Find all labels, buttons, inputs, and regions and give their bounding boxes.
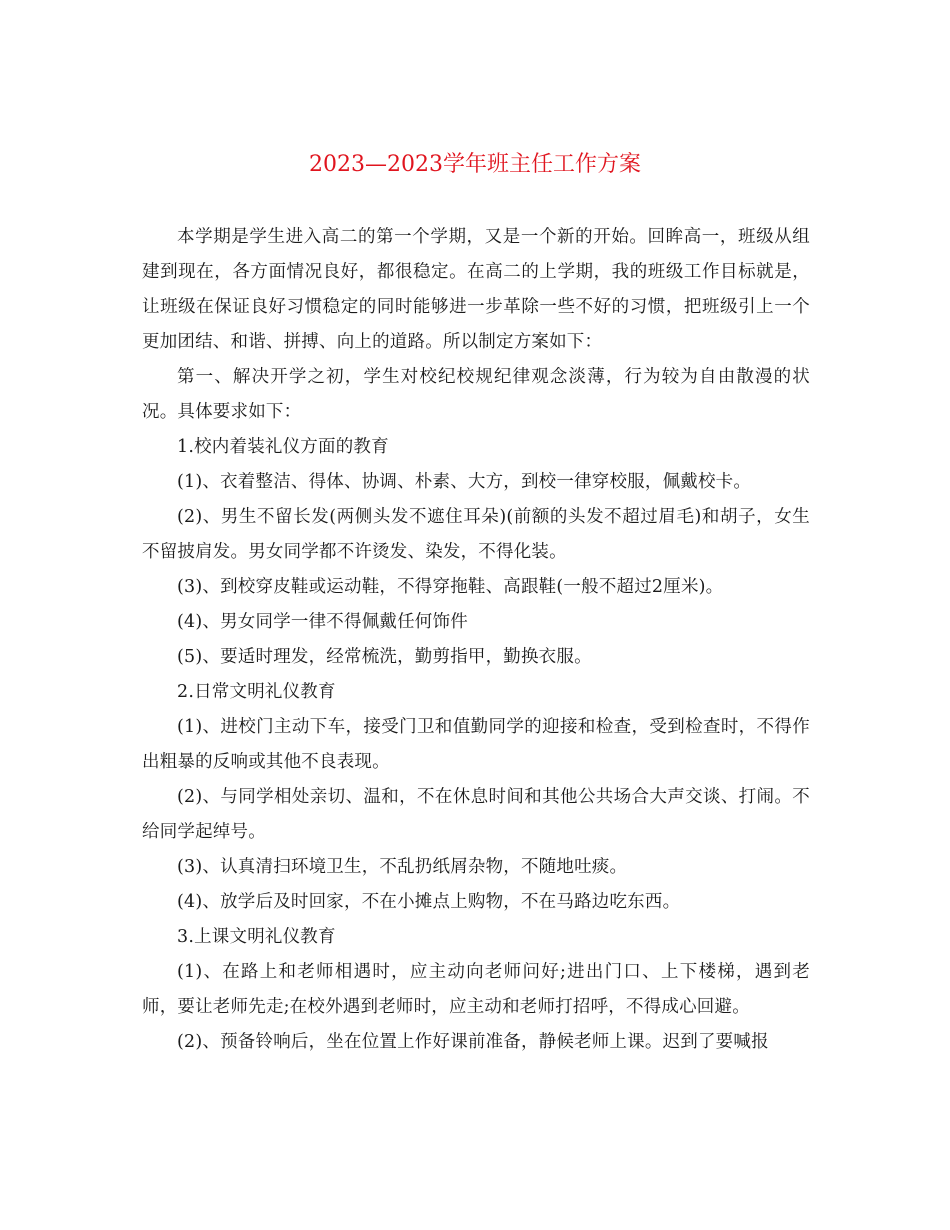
heading-class-etiquette: 3.上课文明礼仪教育 [177,927,336,947]
list-item: (3)、认真清扫环境卫生，不乱扔纸屑杂物，不随地吐痰。 [177,857,628,877]
list-item: (3)、到校穿皮鞋或运动鞋，不得穿拖鞋、高跟鞋(一般不超过2厘米)。 [177,577,724,597]
list-item: (5)、要适时理发，经常梳洗，勤剪指甲，勤换衣服。 [177,647,592,667]
list-item: (4)、放学后及时回家，不在小摊点上购物，不在马路边吃东西。 [177,892,681,912]
list-item: (1)、在路上和老师相遇时，应主动向老师问好;进出门口、上下楼梯，遇到老师，要让老师先走;在校外遇到老师时，应主动和老师打招呼，不得成心回避。 [142,962,810,1017]
list-item: (1)、进校门主动下车，接受门卫和值勤同学的迎接和检查，受到检查时，不得作出粗暴的反响或其他不良表现。 [142,717,810,772]
paragraph-intro: 本学期是学生进入高二的第一个学期，又是一个新的开始。回眸高一，班级从组建到现在，各方面情况良好，都很稳定。在高二的上学期，我的班级工作目标就是，让班级在保证良好习惯稳定的同时能够进一步革除一些不好的习惯，把班级引上一个更加团结、和谐、拼搏、向上的道路。所以制定方案如下： [142,227,810,352]
heading-dress-etiquette: 1.校内着装礼仪方面的教育 [177,437,389,457]
list-item: (4)、男女同学一律不得佩戴任何饰件 [177,612,468,632]
heading-daily-etiquette: 2.日常文明礼仪教育 [177,682,336,702]
list-item: (2)、预备铃响后，坐在位置上作好课前准备，静候老师上课。迟到了要喊报 [177,1032,769,1052]
list-item: (2)、与同学相处亲切、温和，不在休息时间和其他公共场合大声交谈、打闹。不给同学起绰号。 [142,787,810,842]
document-body [142,220,810,1060]
list-item: (2)、男生不留长发(两侧头发不遮住耳朵)(前额的头发不超过眉毛)和胡子，女生不留披肩发。男女同学都不许烫发、染发，不得化装。 [142,507,810,562]
page-title: 2023—2023学年班主任工作方案 [309,151,641,177]
paragraph-section-one: 第一、解决开学之初，学生对校纪校规纪律观念淡薄，行为较为自由散漫的状况。具体要求如下： [142,367,810,422]
list-item: (1)、衣着整洁、得体、协调、朴素、大方，到校一律穿校服，佩戴校卡。 [177,472,752,492]
